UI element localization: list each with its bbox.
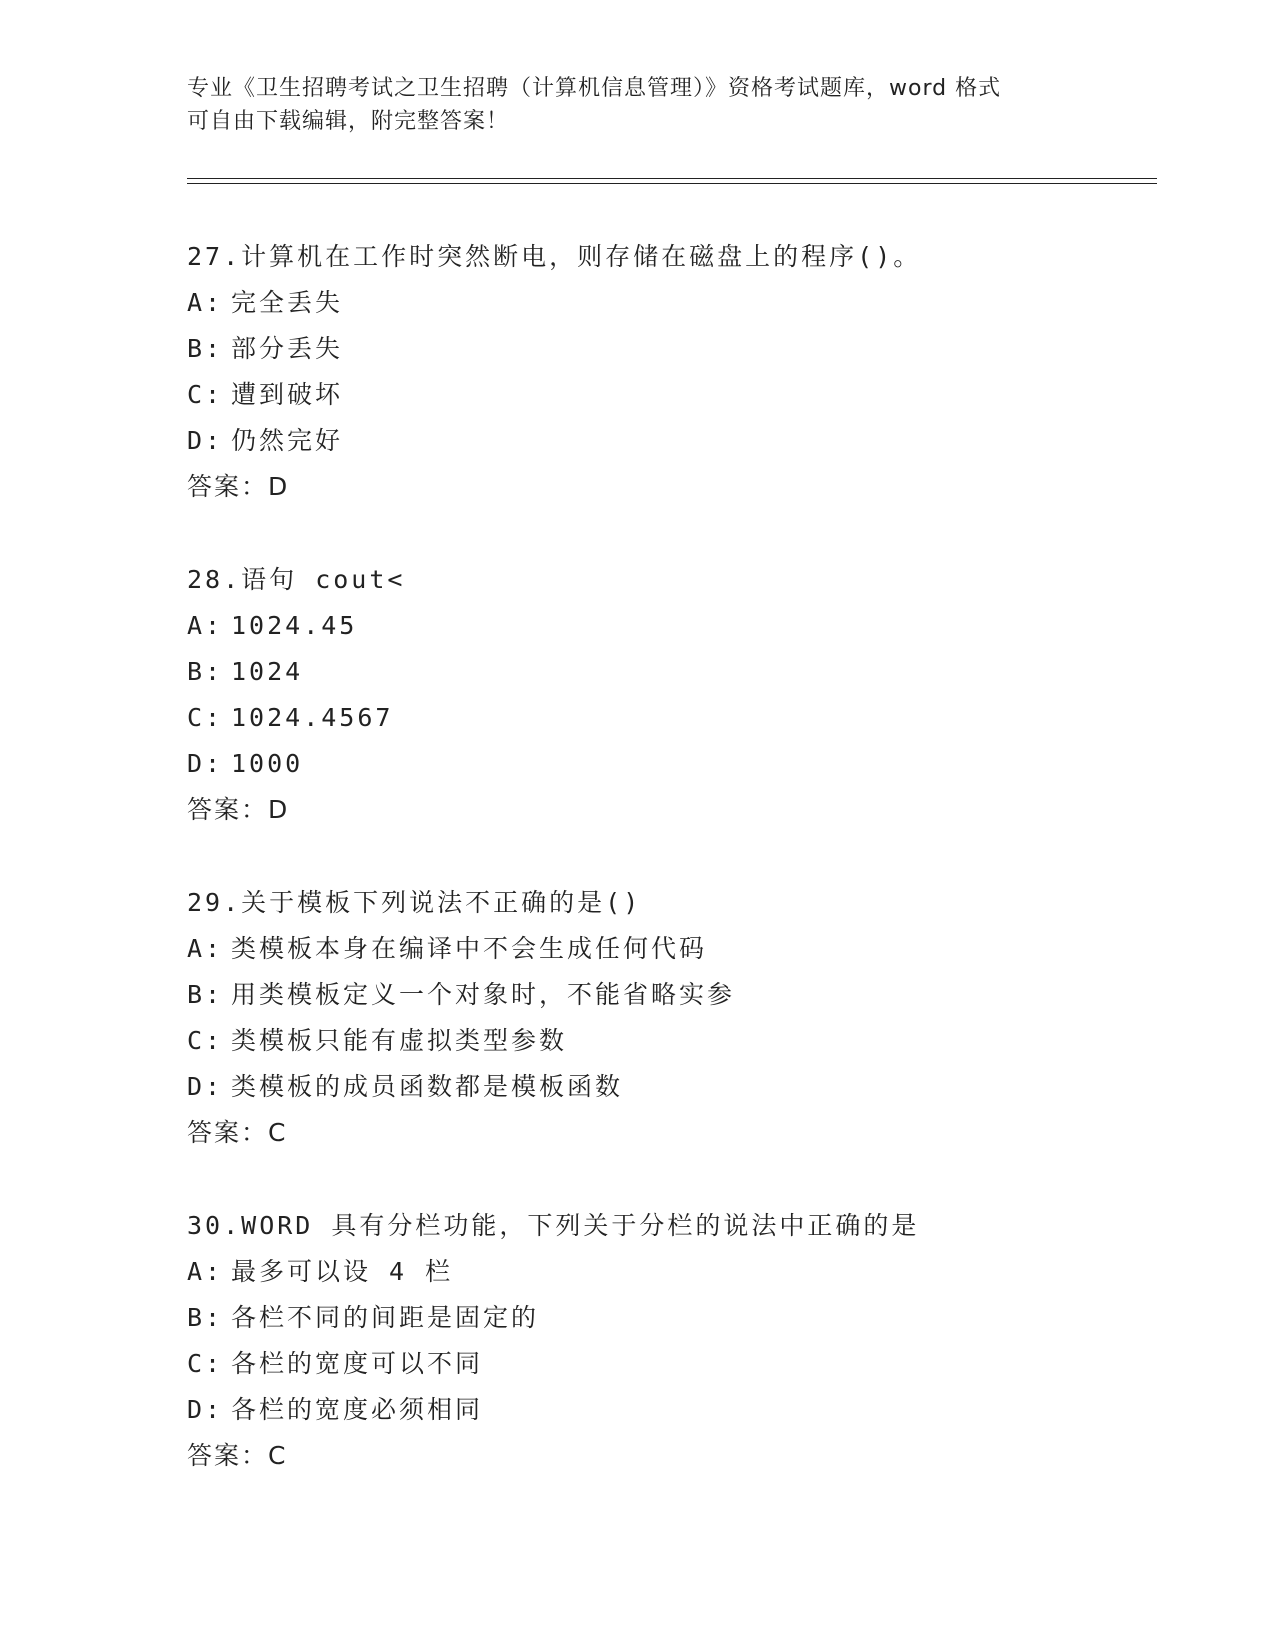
option-text: 最多可以设 4 栏 <box>231 1257 454 1286</box>
question-list <box>187 234 1187 1526</box>
option-text: 1024 <box>231 657 304 686</box>
option-a <box>187 1249 1187 1295</box>
option-text: 部分丢失 <box>231 334 344 363</box>
option-letter: B: <box>187 1303 224 1332</box>
question-stem: 28.语句 cout< <box>187 565 406 594</box>
option-letter: C: <box>187 1026 224 1055</box>
answer-line: 答案：C <box>187 1118 288 1147</box>
option-text: 1024.4567 <box>231 703 394 732</box>
option-letter: C: <box>187 703 224 732</box>
option-letter: D: <box>187 1072 224 1101</box>
option-letter: A: <box>187 288 224 317</box>
option-letter: C: <box>187 1349 224 1378</box>
option-text: 类模板本身在编译中不会生成任何代码 <box>231 934 708 963</box>
option-d <box>187 741 1187 787</box>
option-text: 用类模板定义一个对象时，不能省略实参 <box>231 980 736 1009</box>
option-text: 各栏的宽度必须相同 <box>231 1395 484 1424</box>
option-letter: A: <box>187 611 224 640</box>
question-stem: 30.WORD 具有分栏功能，下列关于分栏的说法中正确的是 <box>187 1211 920 1240</box>
question-29 <box>187 880 1187 1156</box>
option-text: 1000 <box>231 749 304 778</box>
option-letter: A: <box>187 934 224 963</box>
option-letter: D: <box>187 426 224 455</box>
option-text: 完全丢失 <box>231 288 344 317</box>
question-30 <box>187 1203 1187 1479</box>
option-text: 仍然完好 <box>231 426 344 455</box>
answer-line: 答案：D <box>187 795 290 824</box>
option-d <box>187 418 1187 464</box>
header-line-2: 可自由下载编辑，附完整答案！ <box>187 109 510 134</box>
option-text: 类模板的成员函数都是模板函数 <box>231 1072 624 1101</box>
option-c <box>187 1341 1187 1387</box>
header-line-1: 专业《卫生招聘考试之卫生招聘（计算机信息管理）》资格考试题库，word 格式 <box>187 76 1002 101</box>
option-d <box>187 1387 1187 1433</box>
answer-line: 答案：C <box>187 1441 288 1470</box>
option-b <box>187 326 1187 372</box>
option-text: 类模板只能有虚拟类型参数 <box>231 1026 568 1055</box>
option-letter: A: <box>187 1257 224 1286</box>
option-d <box>187 1064 1187 1110</box>
option-letter: D: <box>187 1395 224 1424</box>
answer-line: 答案：D <box>187 472 290 501</box>
question-stem: 27.计算机在工作时突然断电，则存储在磁盘上的程序()。 <box>187 242 922 271</box>
option-text: 1024.45 <box>231 611 358 640</box>
question-27 <box>187 234 1187 510</box>
option-c <box>187 1018 1187 1064</box>
option-letter: B: <box>187 980 224 1009</box>
option-text: 遭到破坏 <box>231 380 344 409</box>
option-letter: C: <box>187 380 224 409</box>
question-28 <box>187 557 1187 833</box>
option-letter: B: <box>187 657 224 686</box>
header-divider-bottom <box>187 183 1157 184</box>
question-stem: 29.关于模板下列说法不正确的是() <box>187 888 642 917</box>
option-a <box>187 280 1187 326</box>
option-letter: D: <box>187 749 224 778</box>
option-b <box>187 649 1187 695</box>
option-a <box>187 603 1187 649</box>
header-divider-top <box>187 178 1157 179</box>
document-header <box>187 72 1087 138</box>
option-letter: B: <box>187 334 224 363</box>
option-text: 各栏不同的间距是固定的 <box>231 1303 540 1332</box>
option-c <box>187 372 1187 418</box>
option-a <box>187 926 1187 972</box>
option-b <box>187 1295 1187 1341</box>
option-b <box>187 972 1187 1018</box>
option-c <box>187 695 1187 741</box>
option-text: 各栏的宽度可以不同 <box>231 1349 484 1378</box>
